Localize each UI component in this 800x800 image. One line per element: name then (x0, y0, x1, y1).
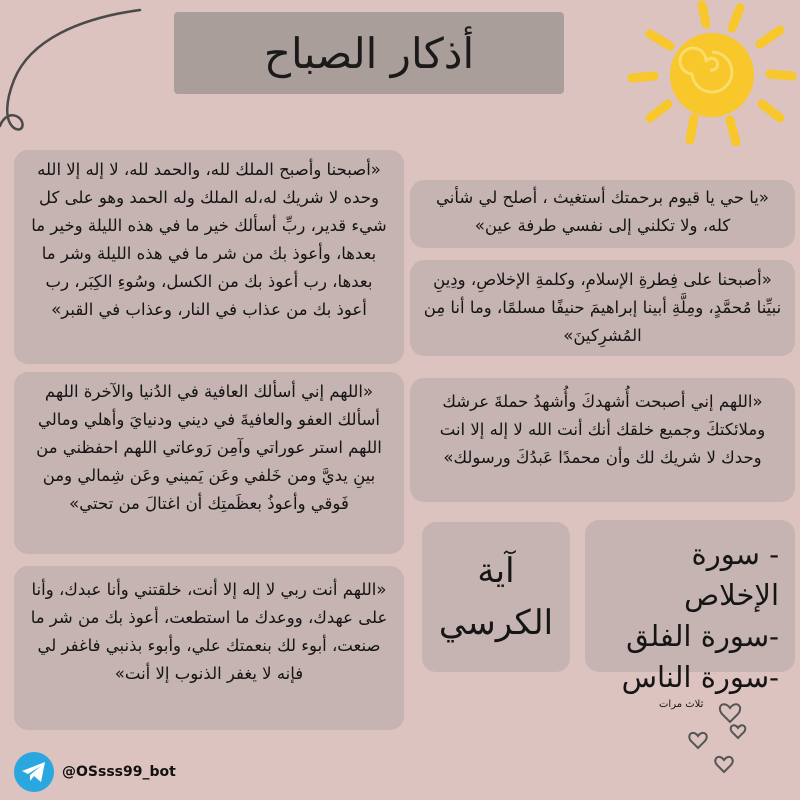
dhikr-card-asbahna: «أصبحنا وأصبح الملك لله، والحمد لله، لا إله إلا الله وحده لا شريك له،له الملك وله الحمد وهو على كل شيء قدير، ربِّ أسألك خير ما في هذه الليلة وخير ما بعدها، وأعوذ بك من شر ما في هذه الليلة وشر ما بعدها، رب أعوذ بك من الكسل، وسُوءِ الكِبَر، رب أعوذ بك من عذاب في النار، وعذاب في القبر» (14, 150, 404, 364)
dhikr-card-sayyid-al-istighfar: «اللهم أنت ربي لا إله إلا أنت، خلقتني وأنا عبدك، وأنا على عهدك، ووعدك ما استطعت، أعوذ بك من شر ما صنعت، أبوء لك بنعمتك علي، وأبوء بذنبي فاغفر لي فإنه لا يغفر الذنوب إلا أنت» (14, 566, 404, 730)
kursi-label: الكرسي (438, 603, 554, 643)
surah-ikhlas: - سورة الإخلاص (684, 537, 779, 612)
dhikr-card-afiyah: «اللهم إني أسألك العافية في الدُنيا والآخرة اللهم أسألك العفو والعافيةَ في ديني ودنيايَ وأهلي ومالي اللهم استر عوراتي وآمِن رَوعاتي اللهم احفظني من بينِ يديَّ ومن خَلفي وعَن يَميني وعَن شِمالي ومن فَوقي وأعوذُ بعظَمتِك أن اغتالَ من تحتي» (14, 372, 404, 554)
surah-falaq: -سورة الفلق (626, 619, 779, 653)
dhikr-card-ya-hayy: «يا حي يا قيوم برحمتك أستغيث ، أصلح لي شأني كله، ولا تكلني إلى نفسي طرفة عين» (410, 180, 795, 248)
hearts-doodle (680, 686, 760, 786)
sun-icon (620, 0, 800, 150)
page-title: أذكار الصباح (174, 12, 564, 94)
surah-list-card (585, 520, 795, 710)
dhikr-card-ushhiduk: «اللهم إني أصبحت أُشهدكَ وأُشهدُ حملةَ عرشك وملائكتكَ وجميع خلقك أنك أنت الله لا إله إلا انت وحدك لا شريك لك وأن محمدًا عَبدُكَ ورسولك» (410, 378, 795, 502)
telegram-handle-link[interactable]: @OSsss99_bot (62, 764, 176, 780)
surah-nas: -سورة الناس (621, 660, 779, 694)
swirl-doodle (0, 0, 150, 140)
ayat-label: آية (477, 551, 515, 591)
repeat-count: ثلاث مرات (659, 699, 704, 710)
dhikr-card-fitrat-al-islam: «أصبحنا على فِطرةِ الإسلامِ، وكلمةِ الإخلاصِ، ودِينِ نبيِّنا مُحمَّدٍ، ومِلَّةِ أبينا إبراهيمَ حنيفًا مسلمًا، وما أنا مِن المُشرِكينَ» (410, 260, 795, 356)
ayat-al-kursi-card (422, 522, 570, 672)
telegram-icon[interactable] (14, 752, 54, 792)
